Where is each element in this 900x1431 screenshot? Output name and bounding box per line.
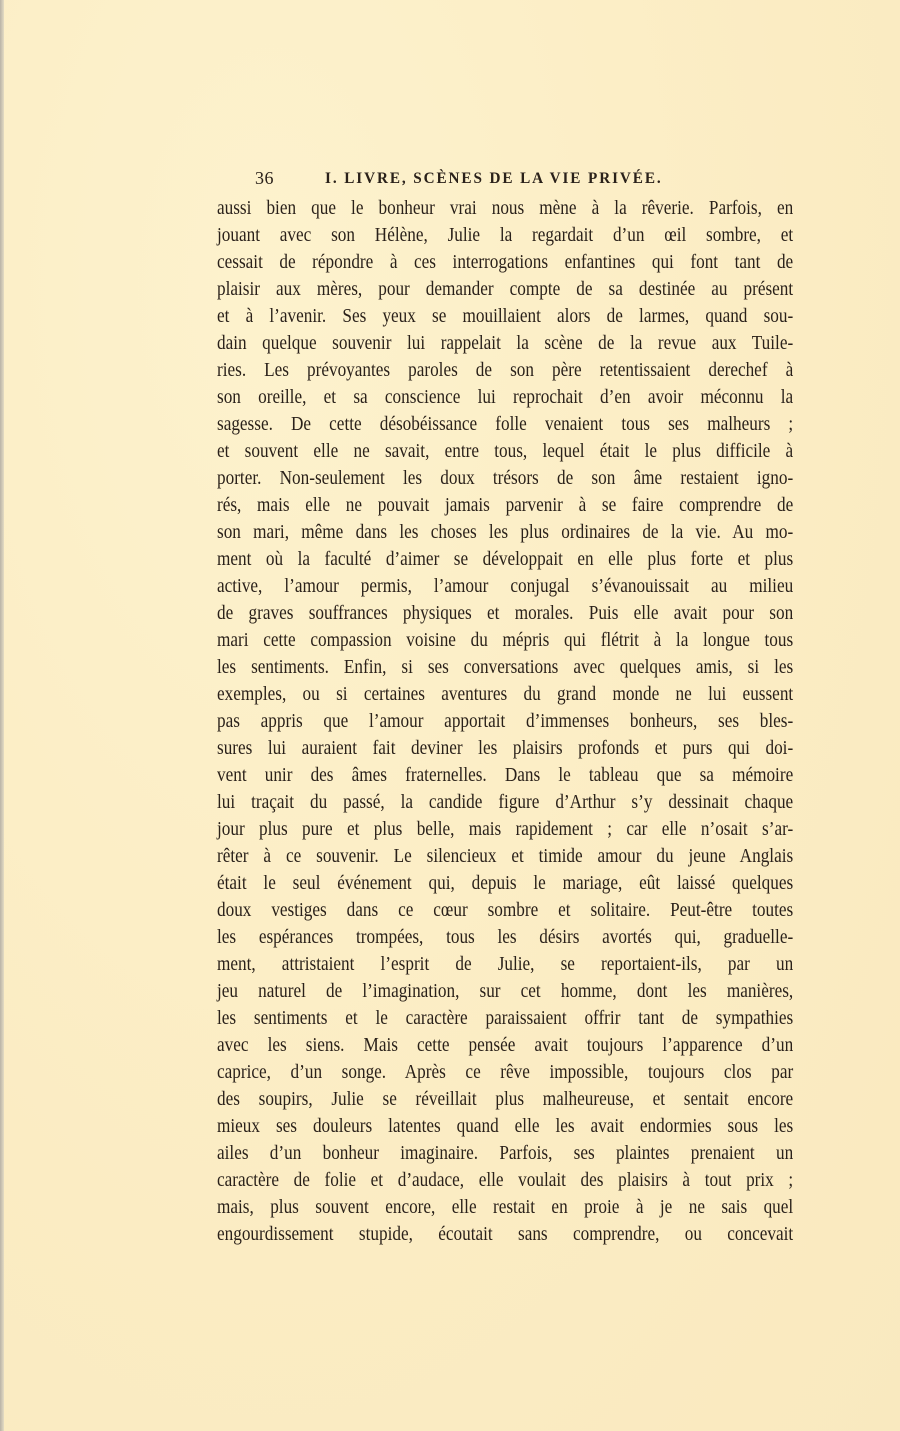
text-line: rés, mais elle ne pouvait jamais parvenir à se faire comprendre de (217, 494, 794, 516)
text-line: mieux ses douleurs latentes quand elle les avait endormies sous les (217, 1115, 794, 1137)
text-line: sagesse. De cette désobéissance folle venaient tous ses malheurs ; (217, 413, 794, 435)
text-line: les espérances trompées, tous les désirs avortés qui, graduelle- (217, 926, 794, 948)
text-line: jour plus pure et plus belle, mais rapidement ; car elle n’osait s’ar- (217, 818, 794, 840)
text-line: avec les siens. Mais cette pensée avait toujours l’apparence d’un (217, 1034, 794, 1056)
text-line: son oreille, et sa conscience lui reprochait d’en avoir méconnu la (217, 386, 794, 408)
running-title: I. LIVRE, SCÈNES DE LA VIE PRIVÉE. (325, 170, 663, 187)
text-line: les sentiments et le caractère paraissaient offrir tant de sympathies (217, 1007, 794, 1029)
text-line: mais, plus souvent encore, elle restait en proie à je ne sais quel (217, 1196, 794, 1218)
running-head (217, 164, 794, 194)
text-line: son mari, même dans les choses les plus ordinaires de la vie. Au mo- (217, 521, 794, 543)
text-line: était le seul événement qui, depuis le mariage, eût laissé quelques (217, 872, 794, 894)
text-line: ment, attristaient l’esprit de Julie, se reportaient-ils, par un (217, 953, 794, 975)
text-line: pas appris que l’amour apportait d’immenses bonheurs, ses bles- (217, 710, 794, 732)
text-line: caprice, d’un songe. Après ce rêve impossible, toujours clos par (217, 1061, 794, 1083)
text-line: aussi bien que le bonheur vrai nous mène à la rêverie. Parfois, en (217, 197, 794, 219)
text-line: jeu naturel de l’imagination, sur cet homme, dont les manières, (217, 980, 794, 1002)
text-line: de graves souffrances physiques et morales. Puis elle avait pour son (217, 602, 794, 624)
text-line: exemples, ou si certaines aventures du grand monde ne lui eussent (217, 683, 794, 705)
text-line: dain quelque souvenir lui rappelait la scène de la revue aux Tuile- (217, 332, 794, 354)
text-line: vent unir des âmes fraternelles. Dans le tableau que sa mémoire (217, 764, 794, 786)
book-page (217, 164, 794, 1248)
text-line: cessait de répondre à ces interrogations enfantines qui font tant de (217, 251, 794, 273)
text-line: active, l’amour permis, l’amour conjugal s’évanouissait au milieu (217, 575, 794, 597)
text-line: et souvent elle ne savait, entre tous, lequel était le plus difficile à (217, 440, 794, 462)
text-line: porter. Non-seulement les doux trésors de son âme restaient igno- (217, 467, 794, 489)
text-line: rêter à ce souvenir. Le silencieux et timide amour du jeune Anglais (217, 845, 794, 867)
text-line: ment où la faculté d’aimer se développait en elle plus forte et plus (217, 548, 794, 570)
text-line: sures lui auraient fait deviner les plaisirs profonds et purs qui doi- (217, 737, 794, 759)
text-line: les sentiments. Enfin, si ses conversations avec quelques amis, si les (217, 656, 794, 678)
page-number: 36 (255, 168, 274, 188)
text-line: et à l’avenir. Ses yeux se mouillaient alors de larmes, quand sou- (217, 305, 794, 327)
text-line: engourdissement stupide, écoutait sans comprendre, ou concevait (217, 1223, 794, 1245)
text-line: plaisir aux mères, pour demander compte de sa destinée au présent (217, 278, 794, 300)
page-edge-shadow (0, 0, 4, 1431)
text-line: des soupirs, Julie se réveillait plus malheureuse, et sentait encore (217, 1088, 794, 1110)
text-line: doux vestiges dans ce cœur sombre et solitaire. Peut-être toutes (217, 899, 794, 921)
text-line: ailes d’un bonheur imaginaire. Parfois, ses plaintes prenaient un (217, 1142, 794, 1164)
body-text (217, 195, 794, 1248)
text-line: jouant avec son Hélène, Julie la regardait d’un œil sombre, et (217, 224, 794, 246)
text-line: ries. Les prévoyantes paroles de son père retentissaient derechef à (217, 359, 794, 381)
text-line: caractère de folie et d’audace, elle voulait des plaisirs à tout prix ; (217, 1169, 794, 1191)
text-line: lui traçait du passé, la candide figure d’Arthur s’y dessinait chaque (217, 791, 794, 813)
text-line: mari cette compassion voisine du mépris qui flétrit à la longue tous (217, 629, 794, 651)
